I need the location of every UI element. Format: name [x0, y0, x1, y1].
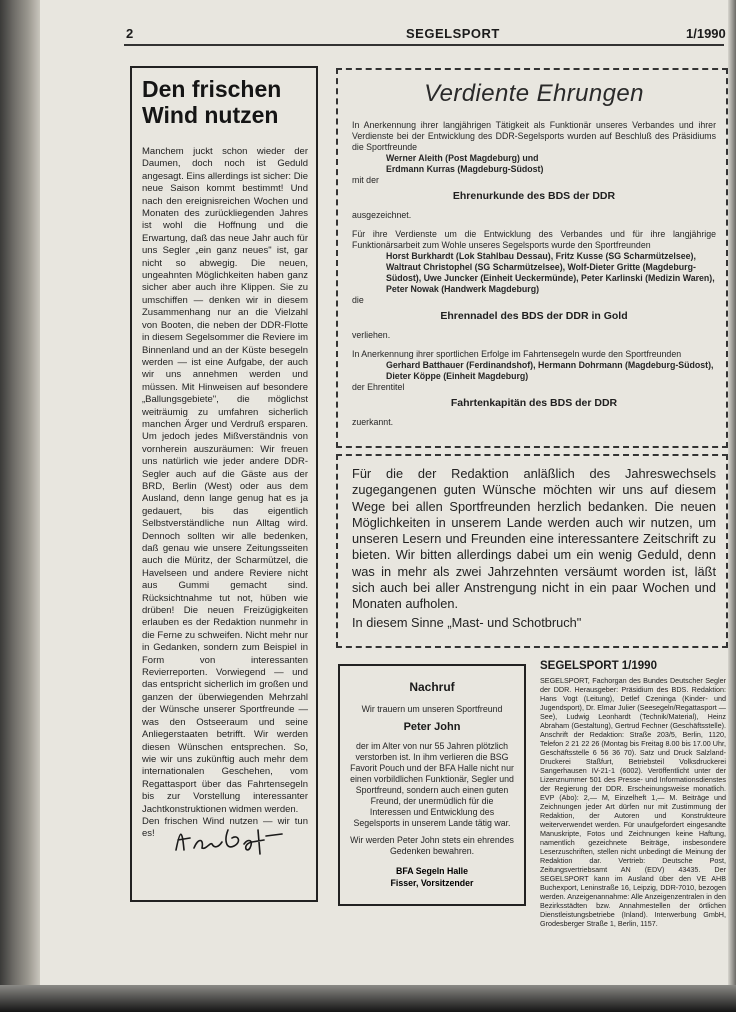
honors-intro-1: In Anerkennung ihrer langjährigen Tätigkeit als Funktionär unseres Verbandes und ihrer Verdienste bei der Entwicklung des DDR-Segelsports wurden auf Beschluß des Präsidiums die Sportfreunde — [352, 120, 716, 152]
book-spine — [0, 0, 40, 1012]
obituary-signed-name: Fisser, Vorsitzender — [390, 878, 474, 888]
editorial-title: Den frischen Wind nutzen — [142, 76, 282, 128]
obituary-box — [338, 664, 526, 906]
thanks-body: Für die der Redaktion anläßlich des Jahreswechsels zugegangenen guten Wünsche möchten wir uns auf diesem Wege bei allen Sportfreunden herzlich bedanken. Die neuen Möglichkeiten in unserem Lande werden auch wir nutzen, um unseren Lesern und Freunden eine interessantere Zeitschrift zu bieten. Wir bitten allerdings dabei um ein wenig Geduld, denn was in mehr als zwei Jahrzehnten versäumt worden ist, läßt sich auch bei aller Anstrengung nicht in ein paar Wochen und Monaten aufholen. — [352, 466, 716, 612]
obituary-intro: Wir trauern um unseren Sportfreund — [361, 704, 503, 714]
honors-der-ehrentitel: der Ehrentitel — [352, 382, 405, 392]
honors-names-2: Horst Burkhardt (Lok Stahlbau Dessau), Fritz Kusse (SG Scharmützelsee), Waltraut Christophel (SG Scharmützelsee), Wolf-Dieter Gritte (Magdeburg-Südost), Uwe Juncker (Einheit Ueckermünde), Peter Karlinski (Medizin Waren), Peter Nowak (Handwerk Magdeburg) — [386, 251, 715, 294]
honors-award-1: Ehrenurkunde des BDS der DDR — [452, 190, 616, 202]
honors-award-3: Fahrtenkapitän des BDS der DDR — [450, 397, 618, 409]
obituary-title: Nachruf — [409, 680, 455, 694]
honors-award-2: Ehrennadel des BDS der DDR in Gold — [440, 310, 628, 322]
obituary-name: Peter John — [403, 721, 461, 733]
honors-names-1b: Erdmann Kurras (Magdeburg-Südost) — [386, 164, 544, 174]
header-rule — [124, 44, 724, 46]
obituary-signature-block — [350, 865, 514, 889]
obituary-body: der im Alter von nur 55 Jahren plötzlich verstorben ist. In ihm verlieren die BSG Favorit Pouch und der BFA Halle nicht nur einen vorbildlichen Funktionär, Segler und Sportfreund, sondern auch einen guten Freund, der unermüdlich für die Interessen und Entwicklung des Segelsports in unserem Lande tätig war. — [350, 741, 514, 828]
imprint-block — [540, 660, 726, 928]
editorial-closing: Den frischen Wind nutzen — wir tun es! — [142, 815, 308, 840]
honors-names-1a: Werner Aleith (Post Magdeburg) und — [386, 153, 539, 163]
page-edge — [728, 0, 736, 1012]
honors-intro-2: Für ihre Verdienste um die Entwicklung des Verbandes und für ihre langjährige Funktionärsarbeit zum Wohle unseres Segelsports wurde den Sportfreunden — [352, 229, 716, 250]
imprint-title: SEGELSPORT 1/1990 — [540, 660, 657, 672]
signature-handwriting — [172, 820, 292, 860]
honors-title: Verdiente Ehrungen — [424, 80, 644, 107]
obituary-signed-by: BFA Segeln Halle — [395, 866, 469, 876]
honors-intro-3: In Anerkennung ihrer sportlichen Erfolge im Fahrtensegeln wurde den Sportfreunden — [352, 349, 682, 359]
imprint-body: SEGELSPORT, Fachorgan des Bundes Deutscher Segler der DDR. Herausgeber: Präsidium des BDS. Redaktion: Hans Vogt (Leitung), Detlef Czeninga (Kinder- und Jugendsport), Dr. Elmar Julier (Seesegeln/Regattasport — See), Ludwig Leonhardt (Technik/Material), Heinz Abraham (Gestaltung), Gertrud Fechner (Geschäftsstelle). Anschrift der Redaktion: Straße 203/5, Berlin, 1120, Telefon 2 21 22 26 (Montag bis Freitag 8.00 bis 17.00 Uhr, Geschäftsstelle 6 56 36 70). Satz und Druck Salzland-Druckerei Staßfurt, Betriebsteil Volksdruckerei Sangerhausen IV-21-1 (6002). Veröffentlicht unter der Lizenznummer 501 des Presse- und Informationsdienstes der Regierung der DDR. Erscheinungsweise monatlich. EVP (Abo): 2,— M, Einzelheft 1,— M. Beiträge und Zeichnungen jeder Art dürfen nur mit Zustimmung der Redaktion, der Autoren und Konstrukteure weiterverwendet werden. Für unaufgefordert eingesandte Manuskripte, Fotos und Zeichnungen keine Haftung, namentlich gezeichnete Beiträge, insbesondere Leserzuschriften, stellen nicht unbedingt die Meinung der Redaktion dar. Vertrieb: Deutsche Post, Zeitungsvertriebsamt AN (EDV) 43435. Der SEGELSPORT kann im Ausland über den VE AHB Buchexport, Leninstraße 16, Leipzig, DDR-7010, bezogen werden. Anzeigenannahme: Alle Anzeigenzentralen in den Bezirksstädten bzw. Annahmestellen der örtlichen Dienstleistungsbetriebe (Inland). Interwerbung GmbH, Grodesberger Straße 1, Berlin, 1157. — [540, 676, 726, 928]
issue-number: 1/1990 — [686, 26, 726, 41]
honors-box — [336, 68, 728, 448]
page-number: 2 — [126, 26, 134, 41]
scan-bottom-shadow — [0, 985, 736, 1012]
obituary-memory: Wir werden Peter John stets ein ehrendes Gedenken bewahren. — [350, 835, 514, 856]
honors-award-2-verb: verliehen. — [352, 330, 391, 340]
editorial-box — [130, 66, 318, 902]
honors-award-3-verb: zuerkannt. — [352, 417, 394, 427]
editorial-body: Manchem juckt schon wieder der Daumen, doch noch ist Geduld angesagt. Eins allerdings ist sicher: Die neue Saison kommt bestimmt! Und nach den ereignisreichen Wochen und Monaten des zurückliegenden Jahres ist wohl die Hoffnung und die Erwartung, daß das neue Jahr auch für uns Segler „ein ganz neues" ist, gar nicht so abwegig. Die neuen, ungeahnten Möglichkeiten haben ganz sicher aber auch ihre Klippen. Sie zu umschiffen — denken wir in diesem Zusammenhang nur an die Vielzahl von Booten, die neben der DDR-Flotte in diesem Segelsommer die Reviere im Binnenland und an der Küste besegeln werden — ist eine Aufgabe, der auch wir uns annehmen werden und müssen. Mit Hinweisen auf besondere „Ballungsgebiete", die möglichst weiträumig zu umfahren sicherlich manchen Ärger und Verdruß ersparen. Um jedoch jedes Mißverständnis von vornherein auszuräumen: Wir freuen uns natürlich wie jeder andere DDR-Segler auch auf die Gäste aus der BRD, Berlin (West) oder aus dem Ausland, denn lange genug hat es ja gedauert, bis das eigentlich Selbstverständliche nun Alltag wird. Dennoch sollten wir alle bedenken, daß genau wie unsere Zeitungsseiten auch die Müritz, der Scharmützel, die Havelseen und andere Reviere nicht aus Gummi gemacht sind. Rücksichtnahme tut not, hüben wie drüben! Die neuen Freizügigkeiten erlauben es der Redaktion nunmehr in die Ferne zu schweifen. Nicht mehr nur in Gedanken, sondern zum Beispiel in Form von interessanten Revierreporten. Vorwiegend — und das entspricht sicherlich im großen und ganzen der überwiegenden Mehrzahl der Wünsche unserer Sportfreunde — was den Ostseeraum und seine Anliegerstaaten betrifft. Wir werden diesen Wünschen entsprechen. So, wie wir uns zukünftig auch mehr dem internationalen Geschehen, vom Regattasport über das Fahrtensegeln bis zur Vorstellung interessanter Jachtkonstruktionen widmen werden. — [142, 146, 308, 815]
honors-mit-der: mit der — [352, 175, 379, 185]
thanks-box — [336, 454, 728, 648]
honors-die: die — [352, 295, 364, 305]
magazine-name: SEGELSPORT — [406, 26, 500, 41]
honors-names-3: Gerhard Batthauer (Ferdinandshof), Hermann Dohrmann (Magdeburg-Südost), Dieter Köppe (Einheit Magdeburg) — [386, 360, 714, 381]
honors-award-1-verb: ausgezeichnet. — [352, 210, 412, 220]
thanks-closing: In diesem Sinne „Mast- und Schotbruch" — [352, 614, 582, 630]
